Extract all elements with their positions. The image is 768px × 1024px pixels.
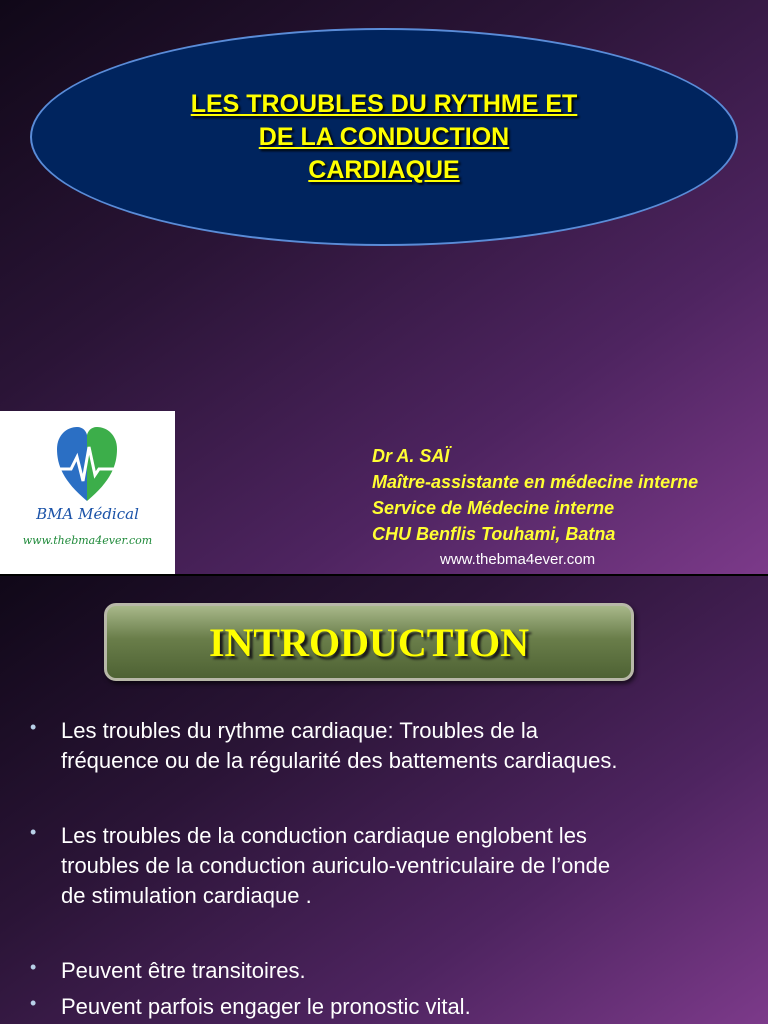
bma-logo xyxy=(0,411,175,576)
bullet-line: Les troubles du rythme cardiaque: Troubles de la xyxy=(61,718,538,743)
bullet-item xyxy=(30,956,750,986)
bullet-line: Les troubles de la conduction cardiaque englobent les xyxy=(61,823,587,848)
title-line: LES TROUBLES DU RYTHME ET xyxy=(190,90,578,118)
author-block xyxy=(372,443,698,547)
author-line: Dr A. SAÏ xyxy=(372,446,450,466)
author-line: Maître-assistante en médecine interne xyxy=(372,472,699,492)
introduction-heading: INTRODUCTION xyxy=(208,619,530,665)
bullet-line: Peuvent être transitoires. xyxy=(61,958,306,983)
bullet-icon: • xyxy=(30,717,37,737)
bullet-item xyxy=(30,716,750,776)
bullet-icon: • xyxy=(30,822,37,842)
bullet-icon: • xyxy=(30,957,37,977)
heart-pulse-icon xyxy=(55,423,119,507)
author-line: CHU Benflis Touhami, Batna xyxy=(372,524,616,544)
bullet-icon: • xyxy=(30,993,37,1013)
title-line: DE LA CONDUCTION xyxy=(258,123,510,151)
title-line: CARDIAQUE xyxy=(308,156,460,184)
slide-title xyxy=(110,88,658,187)
bullet-item xyxy=(30,821,750,911)
bullet-line: fréquence ou de la régularité des battements cardiaques. xyxy=(61,748,618,773)
bullet-line: troubles de la conduction auriculo-ventriculaire de l’onde xyxy=(61,853,611,878)
introduction-heading-box xyxy=(104,603,634,681)
bullet-item xyxy=(30,992,750,1022)
logo-url: www.thebma4ever.com xyxy=(22,534,153,547)
author-line: Service de Médecine interne xyxy=(372,498,615,518)
website-url: www.thebma4ever.com xyxy=(440,551,596,568)
bullet-line: Peuvent parfois engager le pronostic vital. xyxy=(61,994,471,1019)
bullet-line: de stimulation cardiaque . xyxy=(61,883,312,908)
logo-name: BMA Médical xyxy=(36,505,139,523)
introduction-slide xyxy=(0,576,768,1024)
